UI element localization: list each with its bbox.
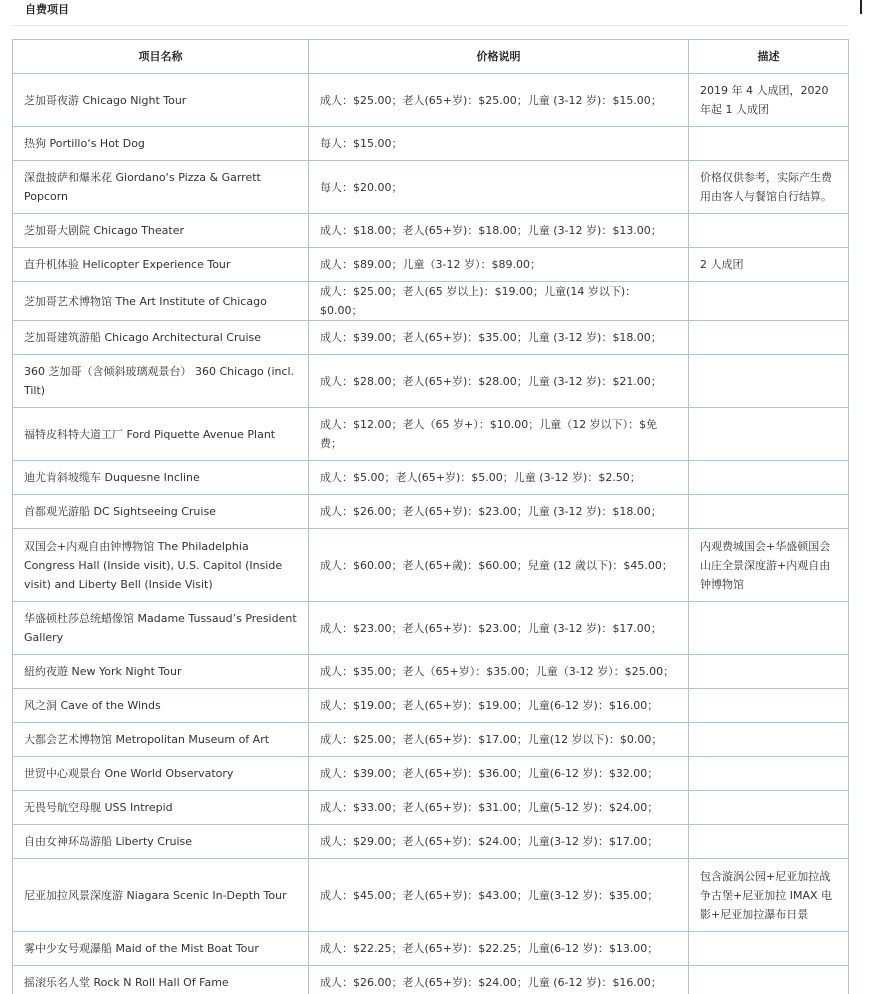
table-row [13, 74, 849, 127]
table-header-row [13, 40, 849, 74]
item-name-cell: 迪尤肯斜坡缆车 Duquesne Incline [13, 461, 309, 495]
item-name-cell: 热狗 Portillo‘s Hot Dog [13, 127, 309, 161]
scrollbar-thumb[interactable] [860, 0, 862, 14]
item-name-cell: 华盛顿杜莎总统蜡像馆 Madame Tussaud’s President Gallery [13, 602, 309, 655]
item-name-cell: 首都观光游船 DC Sightseeing Cruise [13, 495, 309, 529]
item-name-cell: 世贸中心观景台 One World Observatory [13, 757, 309, 791]
item-name-cell: 芝加哥建筑游船 Chicago Architectural Cruise [13, 321, 309, 355]
item-name-cell: 无畏号航空母舰 USS Intrepid [13, 791, 309, 825]
item-description-cell: 内观费城国会+华盛顿国会山庄全景深度游+内观自由钟博物馆 [689, 529, 849, 602]
item-description-cell: 价格仅供参考，实际产生费用由客人与餐馆自行结算。 [689, 161, 849, 214]
item-description-cell [689, 282, 849, 321]
item-description-cell [689, 127, 849, 161]
item-name-cell: 紐約夜遊 New York Night Tour [13, 655, 309, 689]
item-name-cell: 大都会艺术博物馆 Metropolitan Museum of Art [13, 723, 309, 757]
table-row [13, 655, 849, 689]
item-description-cell [689, 723, 849, 757]
item-price-cell: 每人：$15.00； [309, 127, 689, 161]
table-row [13, 495, 849, 529]
item-name-cell: 风之洞 Cave of the Winds [13, 689, 309, 723]
column-header-price: 价格说明 [309, 40, 689, 74]
item-price-cell: 成人：$12.00；老人（65 岁+）：$10.00；儿童（12 岁以下）：$免费； [309, 408, 689, 461]
item-name-cell: 摇滚乐名人堂 Rock N Roll Hall Of Fame [13, 966, 309, 994]
table-row [13, 825, 849, 859]
item-price-cell: 成人：$23.00；老人(65+岁)：$23.00；儿童 (3-12 岁)：$17.00； [309, 602, 689, 655]
table-row [13, 529, 849, 602]
table-row [13, 723, 849, 757]
table-row [13, 282, 849, 321]
item-price-cell: 成人：$35.00；老人（65+岁）：$35.00；儿童（3-12 岁）：$25.00； [309, 655, 689, 689]
table-row [13, 127, 849, 161]
item-description-cell [689, 966, 849, 994]
item-price-cell: 成人：$33.00；老人(65+岁)：$31.00；儿童(5-12 岁)：$24.00； [309, 791, 689, 825]
item-description-cell [689, 791, 849, 825]
table-row [13, 602, 849, 655]
item-price-cell: 成人：$45.00；老人(65+岁)：$43.00；儿童(3-12 岁)：$35.00； [309, 859, 689, 932]
item-price-cell: 成人：$25.00；老人(65+岁)：$17.00；儿童(12 岁以下)：$0.00； [309, 723, 689, 757]
item-description-cell [689, 355, 849, 408]
item-description-cell: 2019 年 4 人成团，2020 年起 1 人成团 [689, 74, 849, 127]
item-price-cell: 成人：$25.00；老人(65+岁)：$25.00；儿童 (3-12 岁)：$15.00； [309, 74, 689, 127]
item-price-cell: 成人：$29.00；老人(65+岁)：$24.00；儿童(3-12 岁)：$17.00； [309, 825, 689, 859]
item-description-cell [689, 495, 849, 529]
item-price-cell: 成人：$25.00；老人(65 岁以上)：$19.00；儿童(14 岁以下)：$0.00； [309, 282, 689, 321]
item-price-cell: 成人：$60.00；老人(65+歲)：$60.00；兒童 (12 歲以下)：$45.00； [309, 529, 689, 602]
item-name-cell: 芝加哥艺术博物馆 The Art Institute of Chicago [13, 282, 309, 321]
table-row [13, 248, 849, 282]
table-row [13, 408, 849, 461]
item-name-cell: 360 芝加哥（含倾斜玻璃观景台） 360 Chicago (incl. Tilt) [13, 355, 309, 408]
item-price-cell: 每人：$20.00； [309, 161, 689, 214]
item-price-cell: 成人：$5.00；老人(65+岁)：$5.00；儿童 (3-12 岁)：$2.50； [309, 461, 689, 495]
table-row [13, 461, 849, 495]
item-description-cell: 包含漩涡公园+尼亚加拉战争古堡+尼亚加拉 IMAX 电影+尼亚加拉瀑布日景 [689, 859, 849, 932]
item-name-cell: 芝加哥大剧院 Chicago Theater [13, 214, 309, 248]
item-name-cell: 自由女神环岛游船 Liberty Cruise [13, 825, 309, 859]
item-description-cell [689, 825, 849, 859]
table-row [13, 757, 849, 791]
item-description-cell: 2 人成团 [689, 248, 849, 282]
item-name-cell: 福特皮科特大道工厂 Ford Piquette Avenue Plant [13, 408, 309, 461]
item-name-cell: 直升机体验 Helicopter Experience Tour [13, 248, 309, 282]
item-price-cell: 成人：$28.00；老人(65+岁)：$28.00；儿童 (3-12 岁)：$21.00； [309, 355, 689, 408]
title-divider [12, 25, 848, 26]
item-price-cell: 成人：$39.00；老人(65+岁)：$36.00；儿童(6-12 岁)：$32.00； [309, 757, 689, 791]
table-row [13, 214, 849, 248]
item-description-cell [689, 602, 849, 655]
item-price-cell: 成人：$22.25；老人(65+岁)：$22.25；儿童(6-12 岁)：$13.00； [309, 932, 689, 966]
item-description-cell [689, 757, 849, 791]
item-name-cell: 尼亚加拉风景深度游 Niagara Scenic In-Depth Tour [13, 859, 309, 932]
item-name-cell: 雾中少女号观瀑船 Maid of the Mist Boat Tour [13, 932, 309, 966]
item-name-cell: 深盘披萨和爆米花 Giordano‘s Pizza & Garrett Popcorn [13, 161, 309, 214]
item-name-cell: 双国会+内观自由钟博物馆 The Philadelphia Congress Hall (Inside visit), U.S. Capitol (Inside visit) and Liberty Bell (Inside Visit) [13, 529, 309, 602]
column-header-description: 描述 [689, 40, 849, 74]
item-description-cell [689, 408, 849, 461]
column-header-name: 项目名称 [13, 40, 309, 74]
item-price-cell: 成人：$26.00；老人(65+岁)：$23.00；儿童 (3-12 岁)：$18.00； [309, 495, 689, 529]
item-description-cell [689, 689, 849, 723]
table-row [13, 966, 849, 994]
table-row [13, 859, 849, 932]
optional-items-table [12, 39, 849, 994]
item-description-cell [689, 655, 849, 689]
table-row [13, 321, 849, 355]
item-price-cell: 成人：$19.00；老人(65+岁)：$19.00；儿童(6-12 岁)：$16.00； [309, 689, 689, 723]
section-title: 自费项目 [25, 3, 69, 16]
item-price-cell: 成人：$89.00；儿童（3-12 岁）：$89.00； [309, 248, 689, 282]
table-row [13, 689, 849, 723]
item-price-cell: 成人：$39.00；老人(65+岁)：$35.00；儿童 (3-12 岁)：$18.00； [309, 321, 689, 355]
table-row [13, 161, 849, 214]
item-price-cell: 成人：$18.00；老人(65+岁)：$18.00；儿童 (3-12 岁)：$13.00； [309, 214, 689, 248]
table-row [13, 791, 849, 825]
item-description-cell [689, 214, 849, 248]
item-price-cell: 成人：$26.00；老人(65+岁)：$24.00；儿童 (6-12 岁)：$16.00； [309, 966, 689, 994]
table-row [13, 355, 849, 408]
item-description-cell [689, 321, 849, 355]
item-description-cell [689, 932, 849, 966]
item-description-cell [689, 461, 849, 495]
table-row [13, 932, 849, 966]
item-name-cell: 芝加哥夜游 Chicago Night Tour [13, 74, 309, 127]
